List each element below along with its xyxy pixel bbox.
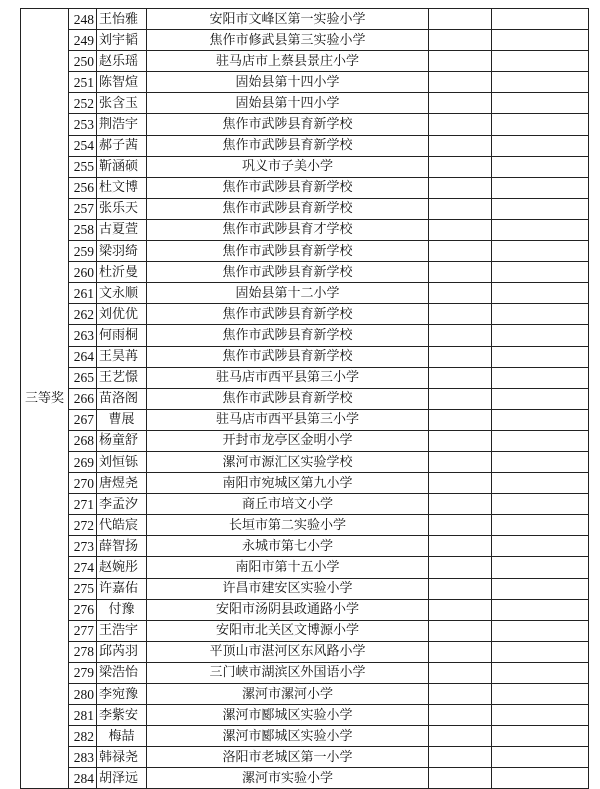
student-name-cell: 古夏萱 <box>97 219 147 240</box>
student-name-cell: 梁羽绮 <box>97 241 147 262</box>
row-number-cell: 249 <box>69 30 97 51</box>
empty-cell <box>492 304 589 325</box>
student-name-cell: 杜沂曼 <box>97 262 147 283</box>
empty-cell <box>429 430 492 451</box>
school-name-cell: 焦作市武陟县育新学校 <box>147 177 429 198</box>
table-row <box>21 494 589 515</box>
table-row <box>21 620 589 641</box>
empty-cell <box>429 515 492 536</box>
row-number-cell: 254 <box>69 135 97 156</box>
empty-cell <box>492 93 589 114</box>
school-name-cell: 南阳市宛城区第九小学 <box>147 473 429 494</box>
row-number-cell: 282 <box>69 726 97 747</box>
empty-cell <box>492 430 589 451</box>
table-row <box>21 747 589 768</box>
empty-cell <box>429 93 492 114</box>
empty-cell <box>429 578 492 599</box>
table-row <box>21 705 589 726</box>
student-name-cell: 苗洛阁 <box>97 388 147 409</box>
student-name-cell: 何雨桐 <box>97 325 147 346</box>
school-name-cell: 焦作市武陟县育新学校 <box>147 114 429 135</box>
student-name-cell: 韩禄尧 <box>97 747 147 768</box>
school-name-cell: 焦作市武陟县育新学校 <box>147 198 429 219</box>
row-number-cell: 261 <box>69 283 97 304</box>
empty-cell <box>429 9 492 30</box>
school-name-cell: 商丘市培文小学 <box>147 494 429 515</box>
empty-cell <box>492 135 589 156</box>
table-row <box>21 156 589 177</box>
row-number-cell: 258 <box>69 219 97 240</box>
table-row <box>21 536 589 557</box>
row-number-cell: 250 <box>69 51 97 72</box>
empty-cell <box>492 768 589 789</box>
row-number-cell: 259 <box>69 241 97 262</box>
empty-cell <box>492 30 589 51</box>
empty-cell <box>429 726 492 747</box>
student-name-cell: 刘恒铄 <box>97 451 147 472</box>
student-name-cell: 付豫 <box>97 599 147 620</box>
empty-cell <box>492 346 589 367</box>
row-number-cell: 277 <box>69 620 97 641</box>
row-number-cell: 252 <box>69 93 97 114</box>
table-row <box>21 241 589 262</box>
award-level-cell: 三等奖 <box>21 9 69 789</box>
table-row <box>21 515 589 536</box>
empty-cell <box>492 473 589 494</box>
school-name-cell: 固始县第十四小学 <box>147 72 429 93</box>
empty-cell <box>429 388 492 409</box>
school-name-cell: 南阳市第十五小学 <box>147 557 429 578</box>
empty-cell <box>492 114 589 135</box>
student-name-cell: 梁浩怡 <box>97 662 147 683</box>
row-number-cell: 269 <box>69 451 97 472</box>
row-number-cell: 266 <box>69 388 97 409</box>
table-row <box>21 641 589 662</box>
row-number-cell: 257 <box>69 198 97 219</box>
empty-cell <box>429 262 492 283</box>
student-name-cell: 靳涵硕 <box>97 156 147 177</box>
empty-cell <box>429 599 492 620</box>
row-number-cell: 281 <box>69 705 97 726</box>
table-row <box>21 578 589 599</box>
student-name-cell: 邱芮羽 <box>97 641 147 662</box>
empty-cell <box>429 620 492 641</box>
empty-cell <box>429 662 492 683</box>
student-name-cell: 赵乐瑶 <box>97 51 147 72</box>
empty-cell <box>429 325 492 346</box>
row-number-cell: 251 <box>69 72 97 93</box>
row-number-cell: 263 <box>69 325 97 346</box>
empty-cell <box>492 578 589 599</box>
student-name-cell: 荆浩宇 <box>97 114 147 135</box>
table-row <box>21 768 589 789</box>
empty-cell <box>429 283 492 304</box>
table-row <box>21 473 589 494</box>
empty-cell <box>429 747 492 768</box>
student-name-cell: 赵婉彤 <box>97 557 147 578</box>
school-name-cell: 巩义市子美小学 <box>147 156 429 177</box>
empty-cell <box>492 388 589 409</box>
school-name-cell: 焦作市武陟县育新学校 <box>147 325 429 346</box>
row-number-cell: 248 <box>69 9 97 30</box>
row-number-cell: 278 <box>69 641 97 662</box>
empty-cell <box>492 219 589 240</box>
table-row <box>21 283 589 304</box>
empty-cell <box>492 641 589 662</box>
table-row <box>21 177 589 198</box>
row-number-cell: 283 <box>69 747 97 768</box>
school-name-cell: 驻马店市西平县第三小学 <box>147 409 429 430</box>
row-number-cell: 284 <box>69 768 97 789</box>
award-table-body <box>21 9 589 789</box>
empty-cell <box>429 241 492 262</box>
empty-cell <box>492 451 589 472</box>
row-number-cell: 272 <box>69 515 97 536</box>
school-name-cell: 安阳市汤阴县政通路小学 <box>147 599 429 620</box>
student-name-cell: 郝子茜 <box>97 135 147 156</box>
student-name-cell: 王怡雅 <box>97 9 147 30</box>
empty-cell <box>492 367 589 388</box>
table-row <box>21 9 589 30</box>
empty-cell <box>429 177 492 198</box>
row-number-cell: 260 <box>69 262 97 283</box>
student-name-cell: 杜文博 <box>97 177 147 198</box>
school-name-cell: 许昌市建安区实验小学 <box>147 578 429 599</box>
student-name-cell: 陈智煊 <box>97 72 147 93</box>
empty-cell <box>492 494 589 515</box>
student-name-cell: 薛智扬 <box>97 536 147 557</box>
school-name-cell: 焦作市武陟县育新学校 <box>147 241 429 262</box>
empty-cell <box>429 72 492 93</box>
table-row <box>21 219 589 240</box>
school-name-cell: 焦作市武陟县育新学校 <box>147 304 429 325</box>
row-number-cell: 270 <box>69 473 97 494</box>
row-number-cell: 255 <box>69 156 97 177</box>
empty-cell <box>492 409 589 430</box>
empty-cell <box>429 768 492 789</box>
row-number-cell: 268 <box>69 430 97 451</box>
student-name-cell: 唐煜尧 <box>97 473 147 494</box>
school-name-cell: 安阳市文峰区第一实验小学 <box>147 9 429 30</box>
school-name-cell: 驻马店市西平县第三小学 <box>147 367 429 388</box>
table-row <box>21 198 589 219</box>
empty-cell <box>492 599 589 620</box>
row-number-cell: 275 <box>69 578 97 599</box>
school-name-cell: 永城市第七小学 <box>147 536 429 557</box>
row-number-cell: 279 <box>69 662 97 683</box>
table-row <box>21 72 589 93</box>
school-name-cell: 安阳市北关区文博源小学 <box>147 620 429 641</box>
student-name-cell: 曹展 <box>97 409 147 430</box>
empty-cell <box>429 367 492 388</box>
row-number-cell: 262 <box>69 304 97 325</box>
school-name-cell: 漯河市实验小学 <box>147 768 429 789</box>
school-name-cell: 焦作市修武县第三实验小学 <box>147 30 429 51</box>
empty-cell <box>429 705 492 726</box>
table-row <box>21 451 589 472</box>
student-name-cell: 许嘉佑 <box>97 578 147 599</box>
row-number-cell: 271 <box>69 494 97 515</box>
school-name-cell: 平顶山市湛河区东风路小学 <box>147 641 429 662</box>
school-name-cell: 长垣市第二实验小学 <box>147 515 429 536</box>
empty-cell <box>429 409 492 430</box>
school-name-cell: 固始县第十四小学 <box>147 93 429 114</box>
empty-cell <box>429 30 492 51</box>
table-row <box>21 51 589 72</box>
table-row <box>21 388 589 409</box>
table-row <box>21 684 589 705</box>
table-row <box>21 367 589 388</box>
empty-cell <box>492 241 589 262</box>
table-row <box>21 93 589 114</box>
empty-cell <box>492 283 589 304</box>
table-row <box>21 726 589 747</box>
empty-cell <box>492 177 589 198</box>
school-name-cell: 洛阳市老城区第一小学 <box>147 747 429 768</box>
empty-cell <box>429 304 492 325</box>
student-name-cell: 张乐天 <box>97 198 147 219</box>
student-name-cell: 李紫安 <box>97 705 147 726</box>
row-number-cell: 274 <box>69 557 97 578</box>
row-number-cell: 267 <box>69 409 97 430</box>
school-name-cell: 焦作市武陟县育新学校 <box>147 388 429 409</box>
row-number-cell: 265 <box>69 367 97 388</box>
empty-cell <box>429 51 492 72</box>
row-number-cell: 273 <box>69 536 97 557</box>
student-name-cell: 梅喆 <box>97 726 147 747</box>
empty-cell <box>492 705 589 726</box>
empty-cell <box>492 262 589 283</box>
school-name-cell: 驻马店市上蔡县景庄小学 <box>147 51 429 72</box>
award-table <box>20 8 589 789</box>
student-name-cell: 杨童舒 <box>97 430 147 451</box>
empty-cell <box>429 135 492 156</box>
student-name-cell: 刘宇韬 <box>97 30 147 51</box>
student-name-cell: 王昊苒 <box>97 346 147 367</box>
school-name-cell: 漯河市郾城区实验小学 <box>147 726 429 747</box>
empty-cell <box>492 557 589 578</box>
row-number-cell: 280 <box>69 684 97 705</box>
table-row <box>21 430 589 451</box>
empty-cell <box>429 198 492 219</box>
table-row <box>21 557 589 578</box>
row-number-cell: 264 <box>69 346 97 367</box>
empty-cell <box>429 451 492 472</box>
school-name-cell: 焦作市武陟县育新学校 <box>147 135 429 156</box>
empty-cell <box>492 726 589 747</box>
student-name-cell: 王浩宇 <box>97 620 147 641</box>
empty-cell <box>429 536 492 557</box>
empty-cell <box>429 684 492 705</box>
empty-cell <box>429 114 492 135</box>
empty-cell <box>492 684 589 705</box>
empty-cell <box>492 515 589 536</box>
empty-cell <box>492 620 589 641</box>
table-row <box>21 409 589 430</box>
school-name-cell: 焦作市武陟县育才学校 <box>147 219 429 240</box>
empty-cell <box>492 51 589 72</box>
empty-cell <box>429 494 492 515</box>
empty-cell <box>429 473 492 494</box>
empty-cell <box>492 536 589 557</box>
school-name-cell: 三门峡市湖滨区外国语小学 <box>147 662 429 683</box>
empty-cell <box>492 747 589 768</box>
table-row <box>21 346 589 367</box>
table-row <box>21 262 589 283</box>
student-name-cell: 李宛豫 <box>97 684 147 705</box>
empty-cell <box>492 662 589 683</box>
student-name-cell: 张含玉 <box>97 93 147 114</box>
student-name-cell: 文永顺 <box>97 283 147 304</box>
row-number-cell: 256 <box>69 177 97 198</box>
row-number-cell: 276 <box>69 599 97 620</box>
table-row <box>21 30 589 51</box>
student-name-cell: 刘优优 <box>97 304 147 325</box>
empty-cell <box>492 72 589 93</box>
school-name-cell: 漯河市漯河小学 <box>147 684 429 705</box>
table-row <box>21 304 589 325</box>
award-list-sheet <box>20 8 588 786</box>
school-name-cell: 开封市龙亭区金明小学 <box>147 430 429 451</box>
student-name-cell: 李孟汐 <box>97 494 147 515</box>
table-row <box>21 599 589 620</box>
empty-cell <box>492 325 589 346</box>
empty-cell <box>429 557 492 578</box>
table-row <box>21 135 589 156</box>
school-name-cell: 焦作市武陟县育新学校 <box>147 346 429 367</box>
table-row <box>21 325 589 346</box>
school-name-cell: 漯河市源汇区实验学校 <box>147 451 429 472</box>
empty-cell <box>492 156 589 177</box>
table-row <box>21 662 589 683</box>
table-row <box>21 114 589 135</box>
school-name-cell: 漯河市郾城区实验小学 <box>147 705 429 726</box>
row-number-cell: 253 <box>69 114 97 135</box>
school-name-cell: 固始县第十二小学 <box>147 283 429 304</box>
empty-cell <box>492 198 589 219</box>
student-name-cell: 王艺憬 <box>97 367 147 388</box>
student-name-cell: 代皓宸 <box>97 515 147 536</box>
student-name-cell: 胡泽远 <box>97 768 147 789</box>
empty-cell <box>429 219 492 240</box>
empty-cell <box>429 346 492 367</box>
school-name-cell: 焦作市武陟县育新学校 <box>147 262 429 283</box>
empty-cell <box>429 156 492 177</box>
empty-cell <box>429 641 492 662</box>
empty-cell <box>492 9 589 30</box>
